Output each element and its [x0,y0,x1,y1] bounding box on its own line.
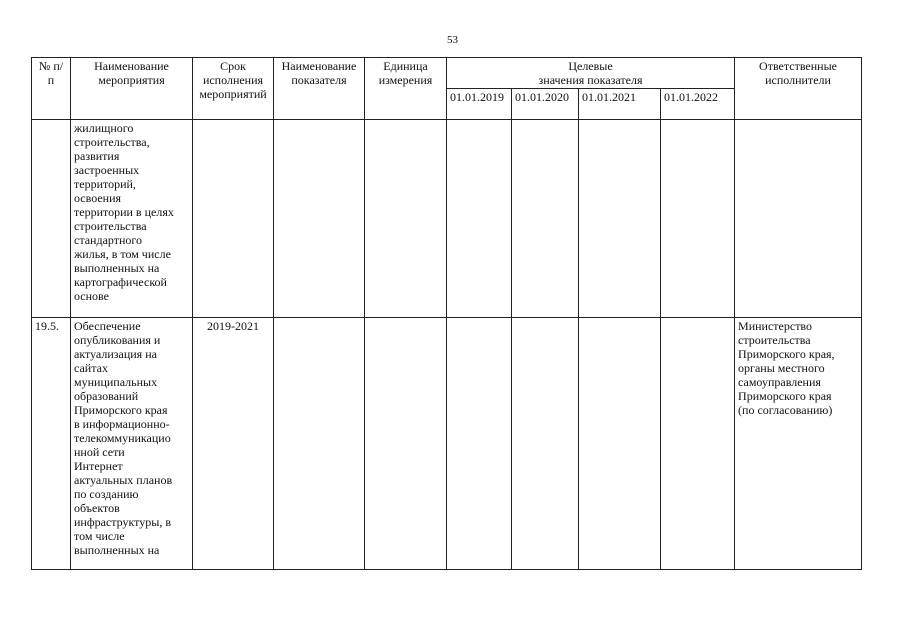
target-cell [579,318,661,570]
target-cell [579,120,661,318]
responsible-cell [735,120,862,318]
target-cell [512,318,579,570]
row-number [32,120,71,318]
target-cell [661,318,735,570]
target-cell [447,318,512,570]
responsible-cell: Министерство строительства Приморского края, органы местного самоуправления Приморского края (по согласованию) [735,318,862,570]
row-number: 19.5. [32,318,71,570]
header-measure-name: Наименование мероприятия [71,58,193,120]
header-date: 01.01.2019 [447,89,512,120]
measures-table [31,57,862,570]
header-unit: Единица измерения [365,58,447,120]
unit-cell [365,120,447,318]
header-row [32,58,862,89]
table-row [32,318,862,570]
header-number: № п/ п [32,58,71,120]
header-responsible: Ответственные исполнители [735,58,862,120]
page-number: 53 [447,34,458,46]
table-row [32,120,862,318]
header-date: 01.01.2020 [512,89,579,120]
header-indicator-name: Наименование показателя [274,58,365,120]
measure-name: Обеспечение опубликования и актуализация на сайтах муниципальных образований Приморского края в информационно- телекоммуникацио нной сети Интернет актуальных планов по созданию объектов инфраструктуры, в том числе выполненных на [71,318,193,570]
measure-term: 2019-2021 [193,318,274,570]
indicator-name-cell [274,318,365,570]
indicator-name-cell [274,120,365,318]
measure-term [193,120,274,318]
header-term: Срок исполнения мероприятий [193,58,274,120]
measure-name: жилищного строительства, развития застроенных территорий, освоения территории в целях строительства стандартного жилья, в том числе выполненных на картографической основе [71,120,193,318]
header-date: 01.01.2021 [579,89,661,120]
target-cell [447,120,512,318]
header-target-values: Целевые значения показателя [447,58,735,89]
target-cell [512,120,579,318]
header-date: 01.01.2022 [661,89,735,120]
unit-cell [365,318,447,570]
target-cell [661,120,735,318]
